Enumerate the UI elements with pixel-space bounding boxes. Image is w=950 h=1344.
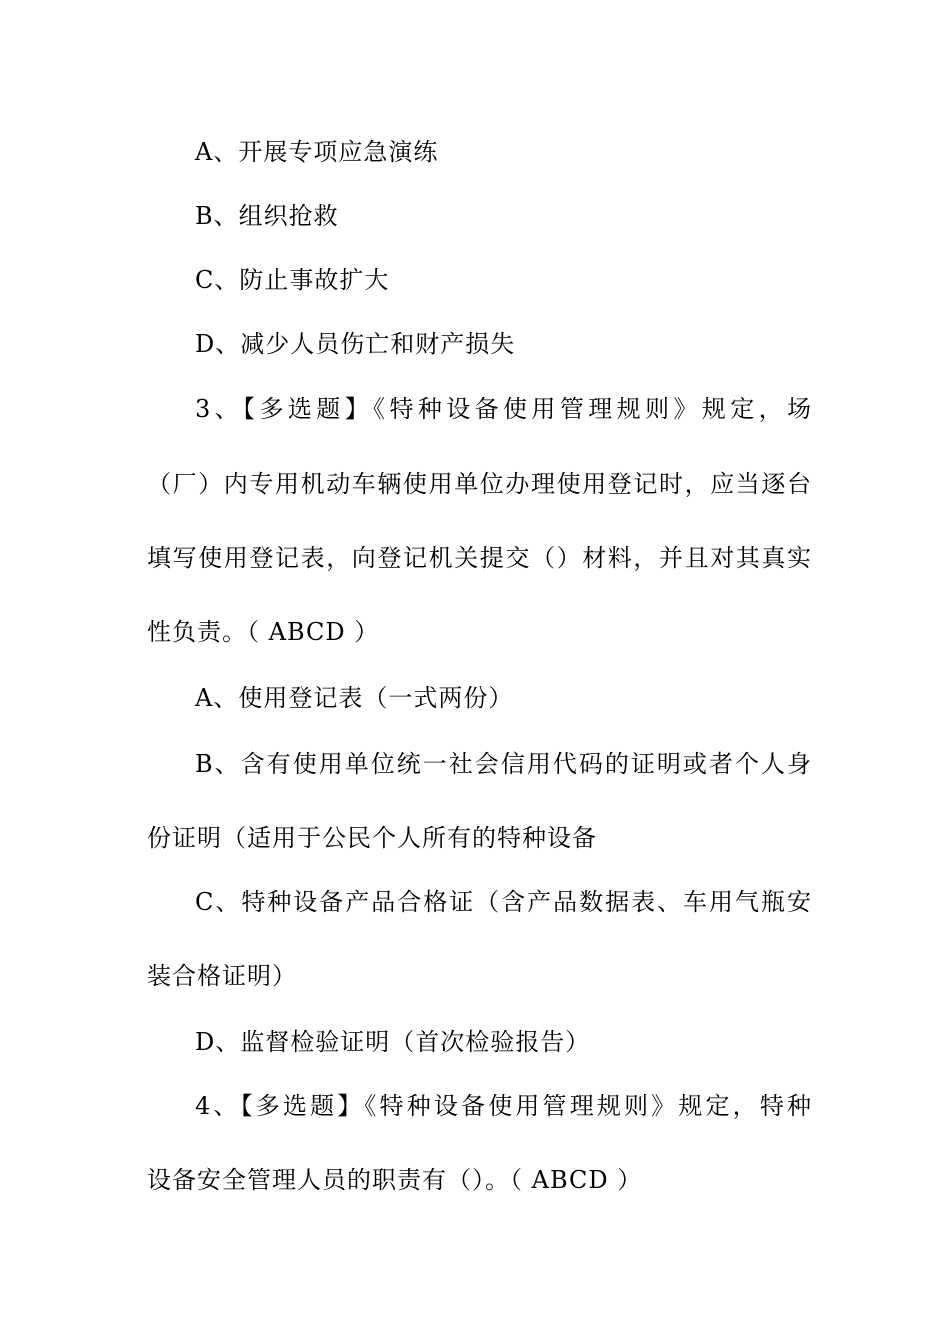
option-c-q3-line-2: 装合格证明） [147,962,297,990]
option-d-q3: D、监督检验证明（首次检验报告） [195,1028,591,1056]
question-3-line-2: （厂）内专用机动车辆使用单位办理使用登记时，应当逐台 [147,470,812,498]
option-a-q3: A、使用登记表（一式两份） [195,684,514,712]
question-4-line-2: 设备安全管理人员的职责有（）。（ ABCD ） [147,1166,643,1194]
option-b-q3-line-1: B、含有使用单位统一社会信用代码的证明或者个人身 [195,750,812,778]
option-a-q2: A、开展专项应急演练 [195,138,439,166]
question-3-line-1: 3、【多选题】《特种设备使用管理规则》规定，场 [195,395,812,423]
option-b-q2: B、组织抢救 [195,202,339,230]
question-4-line-1: 4、【多选题】《特种设备使用管理规则》规定，特种 [195,1092,812,1120]
question-3-line-4: 性负责。（ ABCD ） [147,618,380,646]
option-d-q2: D、减少人员伤亡和财产损失 [195,330,516,358]
option-c-q3-line-1: C、特种设备产品合格证（含产品数据表、车用气瓶安 [195,888,812,916]
option-b-q3-line-2: 份证明（适用于公民个人所有的特种设备 [147,824,597,852]
question-3-line-3: 填写使用登记表，向登记机关提交（）材料，并且对其真实 [147,544,812,572]
option-c-q2: C、防止事故扩大 [195,266,390,294]
